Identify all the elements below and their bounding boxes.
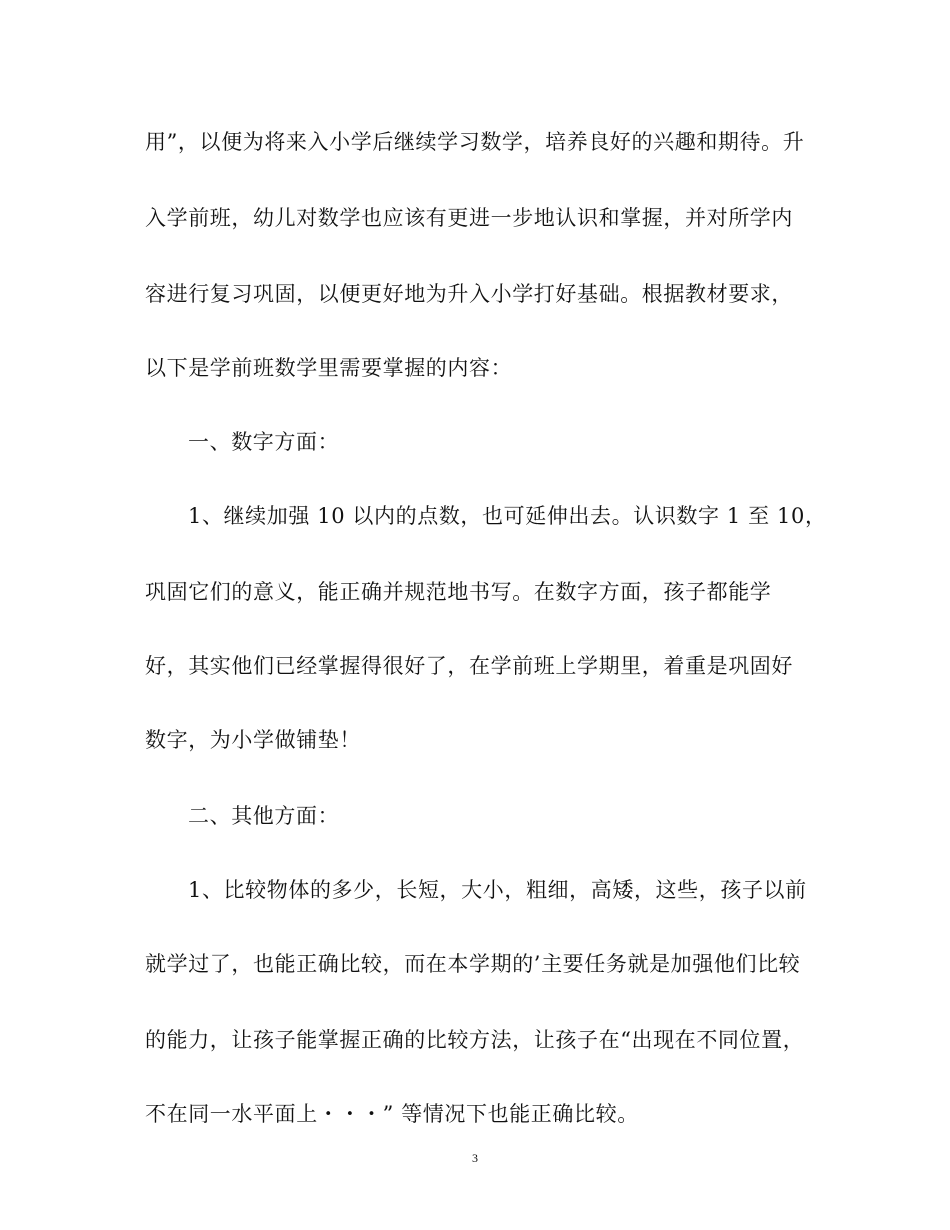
text-line: 用”，以便为将来入小学后继续学习数学，培养良好的兴趣和期待。升 [145,130,805,154]
text-line: 以下是学前班数学里需要掌握的内容： [145,356,513,380]
text-line: 好，其实他们已经掌握得很好了，在学前班上学期里，着重是巩固好 [145,654,793,678]
text-line: 容进行复习巩固，以便更好地为升入小学打好基础。根据教材要求， [145,282,793,306]
text-line: 入学前班，幼儿对数学也应该有更进一步地认识和掌握，并对所学内 [145,206,793,230]
section-heading: 二、其他方面： [188,804,340,828]
text-line: 不在同一水平面上・・・” 等情况下也能正确比较。 [145,1102,639,1126]
text-line: 1、继续加强 10 以内的点数，也可延伸出去。认识数字 1 至 10， [188,504,827,528]
text-line: 1、比较物体的多少，长短，大小，粗细，高矮，这些，孩子以前 [188,878,807,902]
page-number: 3 [472,1151,478,1165]
text-line: 数字，为小学做铺垫！ [145,728,361,752]
text-line: 的能力，让孩子能掌握正确的比较方法，让孩子在“出现在不同位置， [145,1028,805,1052]
text-line: 就学过了，也能正确比较，而在本学期的’主要任务就是加强他们比较 [145,952,801,976]
section-heading: 一、数字方面： [188,430,340,454]
text-line: 巩固它们的意义，能正确并规范地书写。在数字方面，孩子都能学 [145,580,772,604]
